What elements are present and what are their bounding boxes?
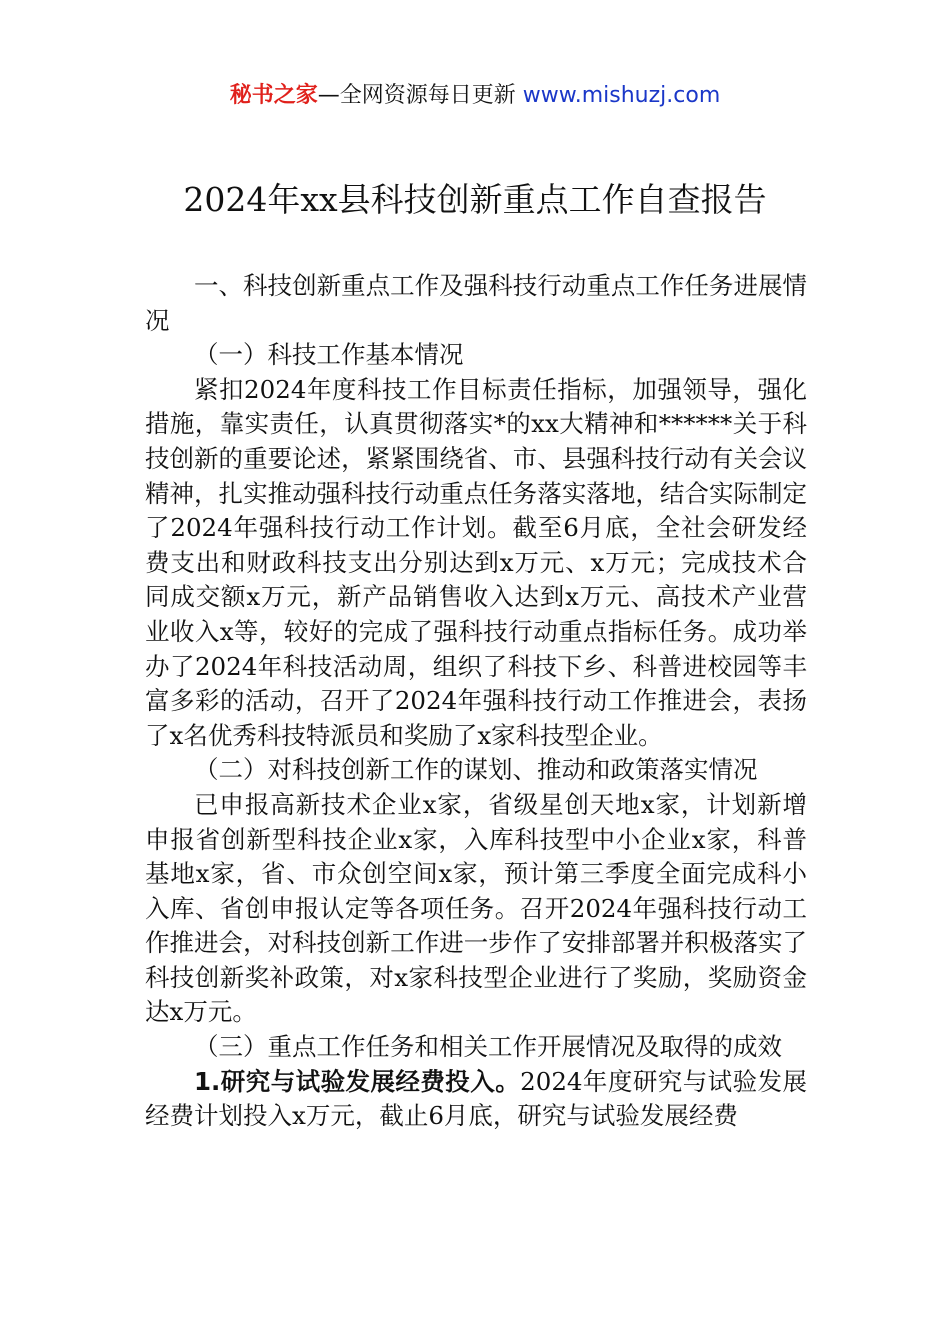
subsection-heading: （一）科技工作基本情况 (194, 340, 464, 370)
body-paragraph: 紧扣2024年度科技工作目标责任指标，加强领导，强化措施，靠实责任，认真贯彻落实*的xx大精神和******关于科技创新的重要论述，紧紧围绕省、市、县强科技行动有关会议精神，扎实推动强科技行动重点任务落实落地，结合实际制定了2024年强科技行动工作计划。截至6月底，全社会研发经费支出和财政科技支出分别达到x万元、x万元；完成技术合同成交额x万元，新产品销售收入达到x万元、高技术产业营业收入x等，较好的完成了强科技行动重点指标任务。成功举办了2024年科技活动周，组织了科技下乡、科普进校园等丰富多彩的活动，召开了2024年强科技行动工作推进会，表扬了x名优秀科技特派员和奖励了x家科技型企业。 (145, 374, 807, 750)
paragraph-lead-heading: 1.研究与试验发展经费投入。 (194, 1066, 521, 1096)
subsection-heading: （三）重点工作任务和相关工作开展情况及取得的成效 (194, 1032, 782, 1062)
document-title: 2024年xx县科技创新重点工作自查报告 (183, 180, 767, 219)
paragraph-text: 2024年度研究与试验发展经费计划投入x万元，截止6月底，研究与试验发展经费 (145, 1066, 807, 1131)
site-header (0, 80, 950, 112)
section-heading: 一、科技创新重点工作及强科技行动重点工作任务进展情况 (145, 271, 807, 335)
body-paragraph (145, 1065, 807, 1134)
site-brand: 秘书之家 (229, 83, 318, 108)
body-paragraph: 已申报高新技术企业x家，省级星创天地x家，计划新增申报省创新型科技企业x家，入库科技型中小企业x家，科普基地x家，省、市众创空间x家，预计第三季度全面完成科小入库、省创申报认定等各项任务。召开2024年强科技行动工作推进会，对科技创新工作进一步作了安排部署并积极落实了科技创新奖补政策，对x家科技型企业进行了奖励，奖励资金达x万元。 (145, 789, 807, 1027)
site-url-link[interactable]: www.mishuzj.com (522, 83, 721, 108)
subsection-heading: （二）对科技创新工作的谋划、推动和政策落实情况 (194, 755, 758, 785)
site-tagline: —全网资源每日更新 (317, 83, 523, 108)
document-body (145, 269, 807, 1134)
